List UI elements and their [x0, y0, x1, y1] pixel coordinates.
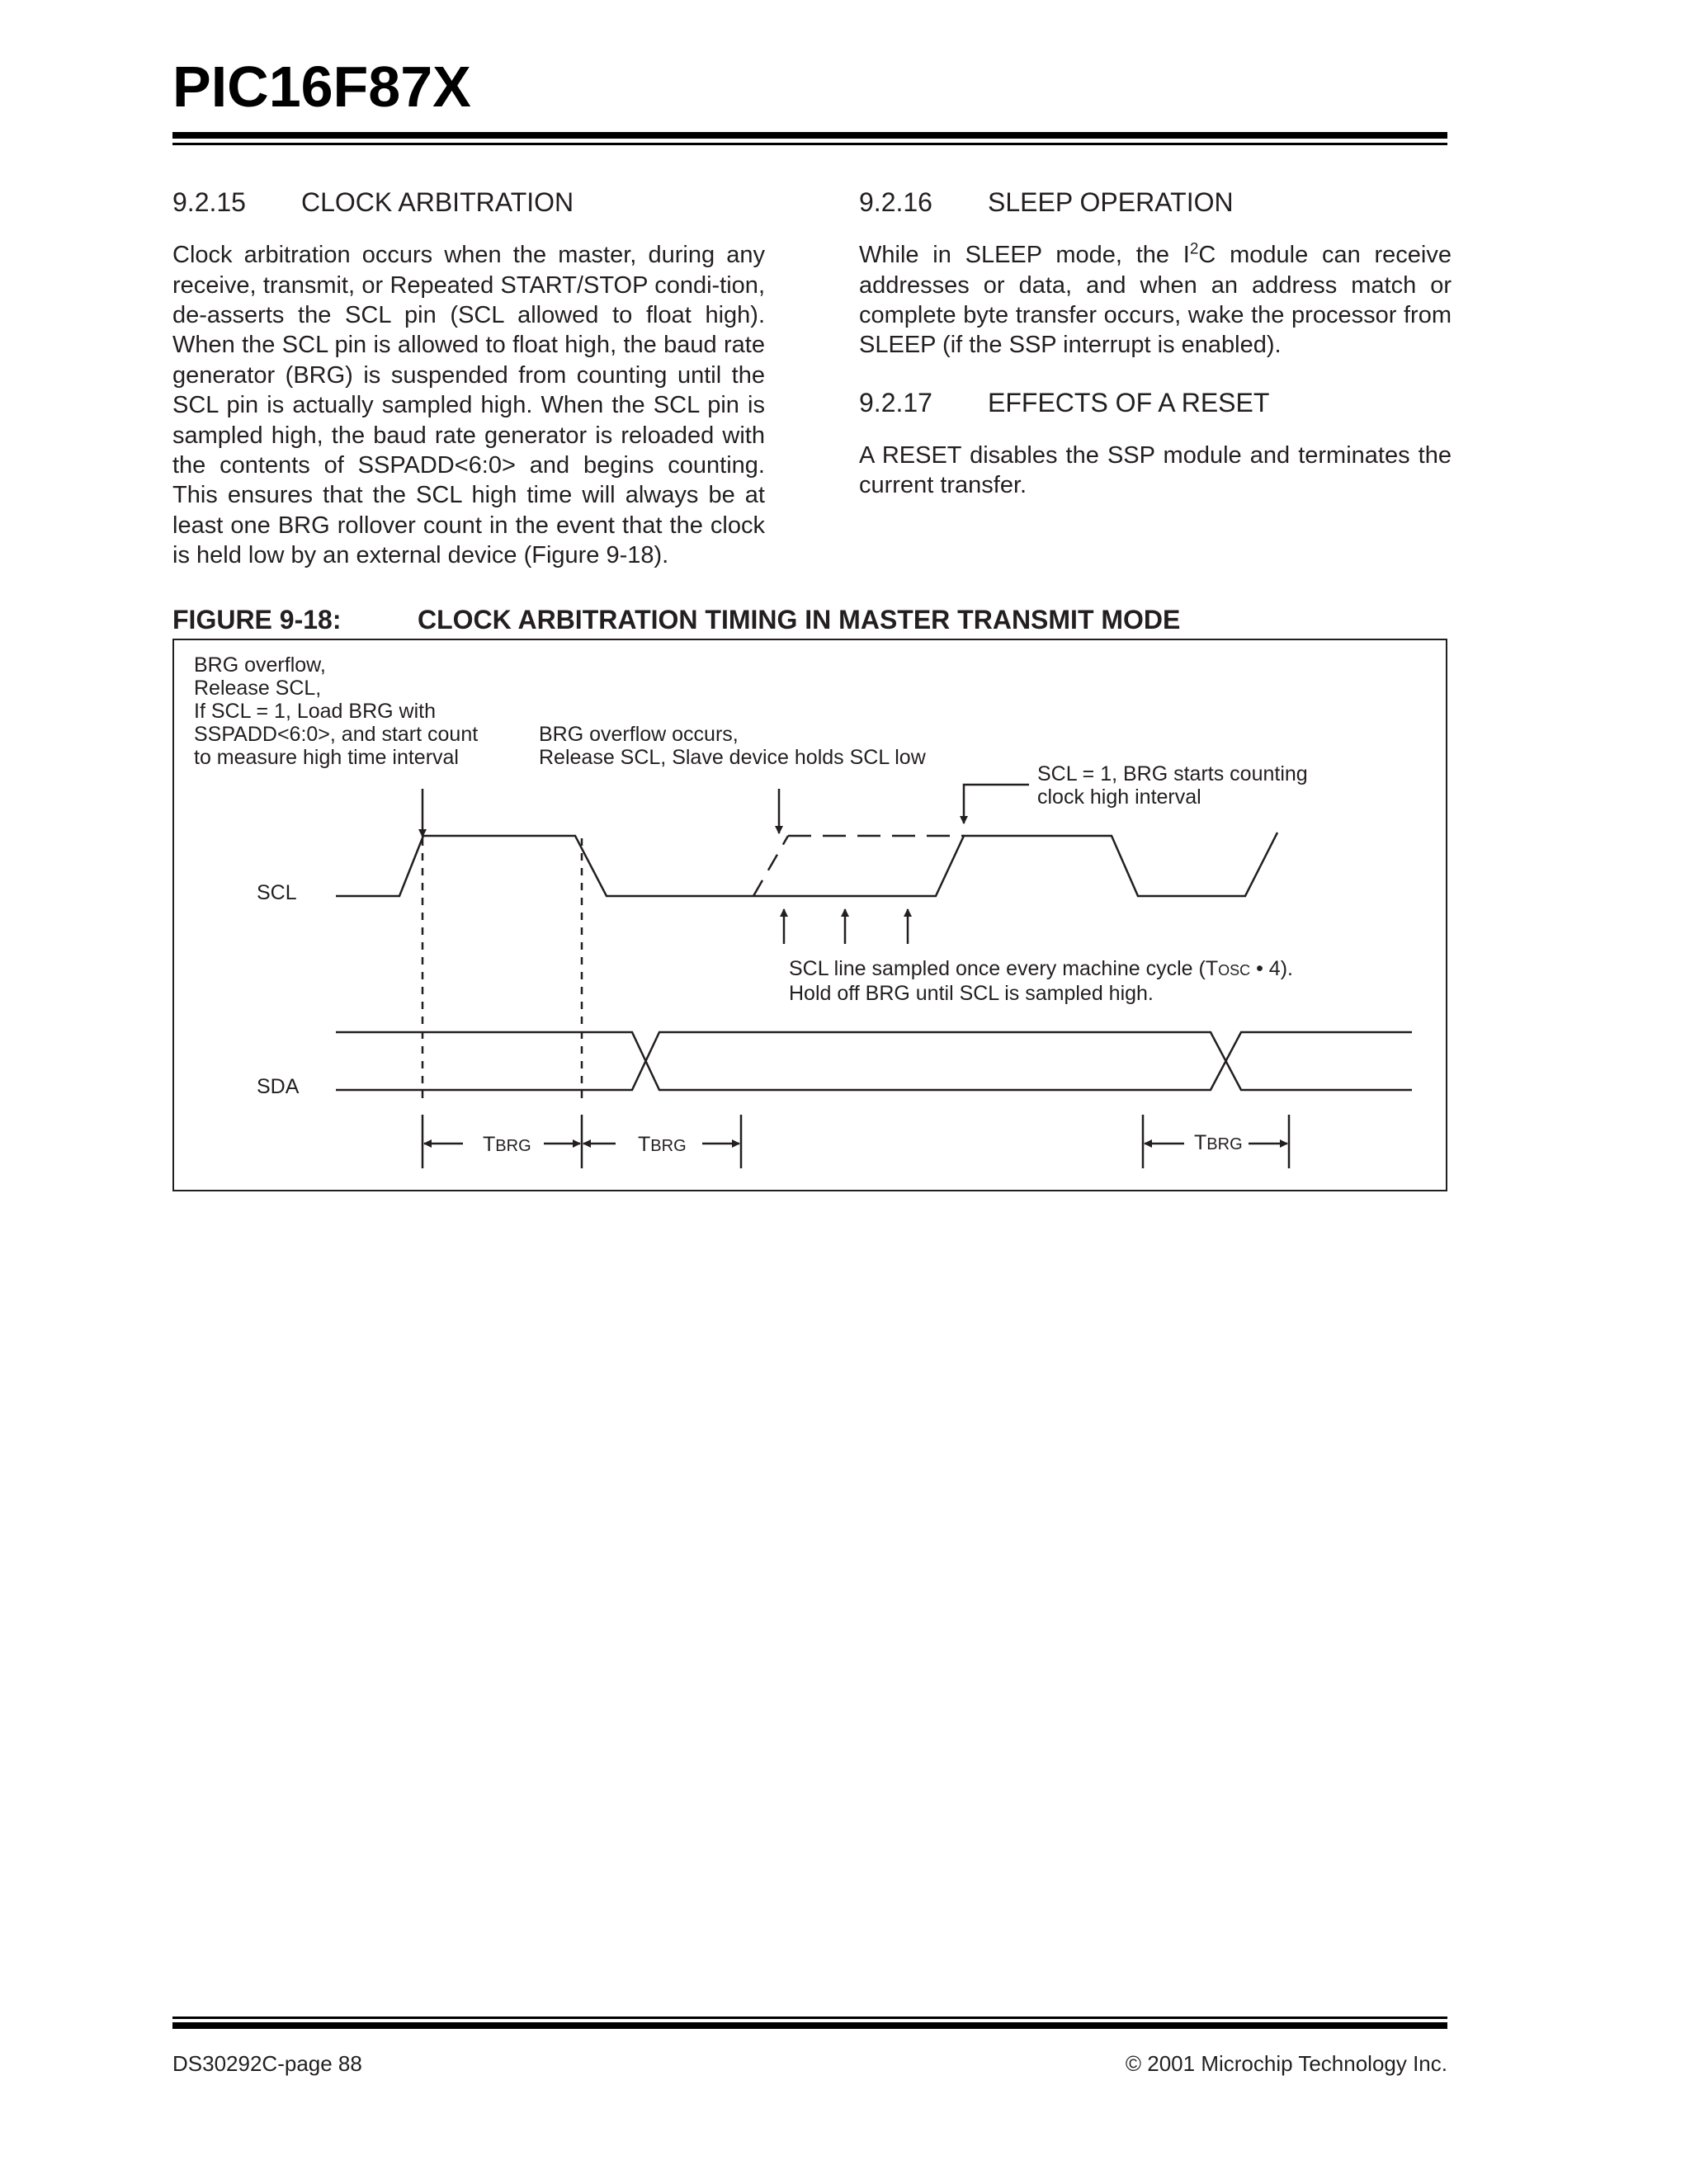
scl-waveform	[336, 836, 843, 896]
footer-rule-thick	[172, 2022, 1447, 2029]
annotation-brg-overflow-left	[194, 653, 478, 769]
sleep-text-start: While in SLEEP mode, the I	[859, 242, 1190, 269]
figure-caption	[172, 605, 1180, 635]
section-heading-sleep-operation	[859, 188, 1452, 217]
scl-released-dashed	[753, 836, 788, 896]
svg-text:to measure high time interval: to measure high time interval	[194, 746, 459, 769]
reset-paragraph: A RESET disables the SSP module and terminates the current transfer.	[859, 442, 1452, 499]
annotation-scl-brg-starts	[1037, 762, 1308, 809]
timing-diagram	[174, 640, 1449, 1193]
figure-title: CLOCK ARBITRATION TIMING IN MASTER TRANSMIT MODE	[418, 605, 1181, 634]
arrow-scl-brg-starts	[964, 785, 1029, 823]
scl-label: SCL	[257, 881, 297, 904]
section-heading-clock-arbitration	[172, 188, 765, 217]
right-column	[859, 188, 1452, 529]
left-column	[172, 188, 765, 599]
sda-waveform-high	[336, 1032, 1412, 1090]
section-number: 9.2.17	[859, 387, 932, 417]
svg-text:SCL = 1, BRG starts counting: SCL = 1, BRG starts counting	[1037, 762, 1308, 785]
document-title: PIC16F87X	[172, 54, 471, 119]
sda-label: SDA	[257, 1075, 300, 1098]
footer-page-id: DS30292C-page 88	[172, 2051, 362, 2076]
svg-text:Release SCL,: Release SCL,	[194, 677, 322, 700]
svg-text:clock high interval: clock high interval	[1037, 785, 1201, 809]
clock-arbitration-paragraph: Clock arbitration occurs when the master, during any receive, transmit, or Repeated START/STOP condi-tion, de-asserts the SCL pin (SCL allowed to float high). When the SCL pin is allowed to float high, the baud rate generator (BRG) is suspended from counting until the SCL pin is actually sampled high. When the SCL pin is sampled high, the baud rate generator is reloaded with the contents of SSPADD<6:0> and begins counting. This ensures that the SCL high time will always be at least one BRG rollover count in the event that the clock is held low by an external device (Figure 9-18).	[172, 242, 765, 569]
superscript-two: 2	[1189, 240, 1199, 258]
sleep-text-rest: C module can receive addresses or data, and when an address match or complete byte transfer occurs, wake the processor from SLEEP (if the SSP interrupt is enabled).	[859, 242, 1452, 359]
svg-text:Release SCL, Slave device hold: Release SCL, Slave device holds SCL low	[539, 746, 926, 769]
tbrg-label: TBRG	[638, 1133, 687, 1156]
section-heading-effects-of-reset	[859, 389, 1452, 417]
section-title: EFFECTS OF A RESET	[988, 387, 1270, 417]
footer-copyright: © 2001 Microchip Technology Inc.	[1125, 2051, 1447, 2076]
footer-rule-thin	[172, 2017, 1447, 2019]
sleep-operation-paragraph	[859, 240, 1452, 361]
svg-text:SSPADD<6:0>, and start count: SSPADD<6:0>, and start count	[194, 723, 479, 746]
sample-note-line1: SCL line sampled once every machine cycle (TOSC • 4).	[789, 957, 1293, 980]
section-number: 9.2.16	[859, 187, 932, 217]
scl-waveform-held	[843, 833, 1277, 896]
tbrg-label: TBRG	[1194, 1131, 1243, 1154]
tbrg-label: TBRG	[483, 1133, 531, 1156]
sample-note-line2: Hold off BRG until SCL is sampled high.	[789, 982, 1154, 1005]
figure-number: FIGURE 9-18:	[172, 605, 342, 634]
svg-text:BRG overflow occurs,: BRG overflow occurs,	[539, 723, 739, 746]
section-number: 9.2.15	[172, 187, 246, 217]
annotation-brg-overflow-occurs	[539, 723, 927, 769]
svg-text:BRG overflow,: BRG overflow,	[194, 653, 326, 677]
timing-diagram-frame	[172, 639, 1447, 1191]
section-title: SLEEP OPERATION	[988, 187, 1234, 217]
header-rule-thin	[172, 143, 1447, 145]
svg-text:If SCL = 1, Load BRG with: If SCL = 1, Load BRG with	[194, 700, 436, 723]
section-title: CLOCK ARBITRATION	[301, 187, 574, 217]
sda-waveform-low	[336, 1032, 1412, 1090]
header-rule-thick	[172, 132, 1447, 139]
